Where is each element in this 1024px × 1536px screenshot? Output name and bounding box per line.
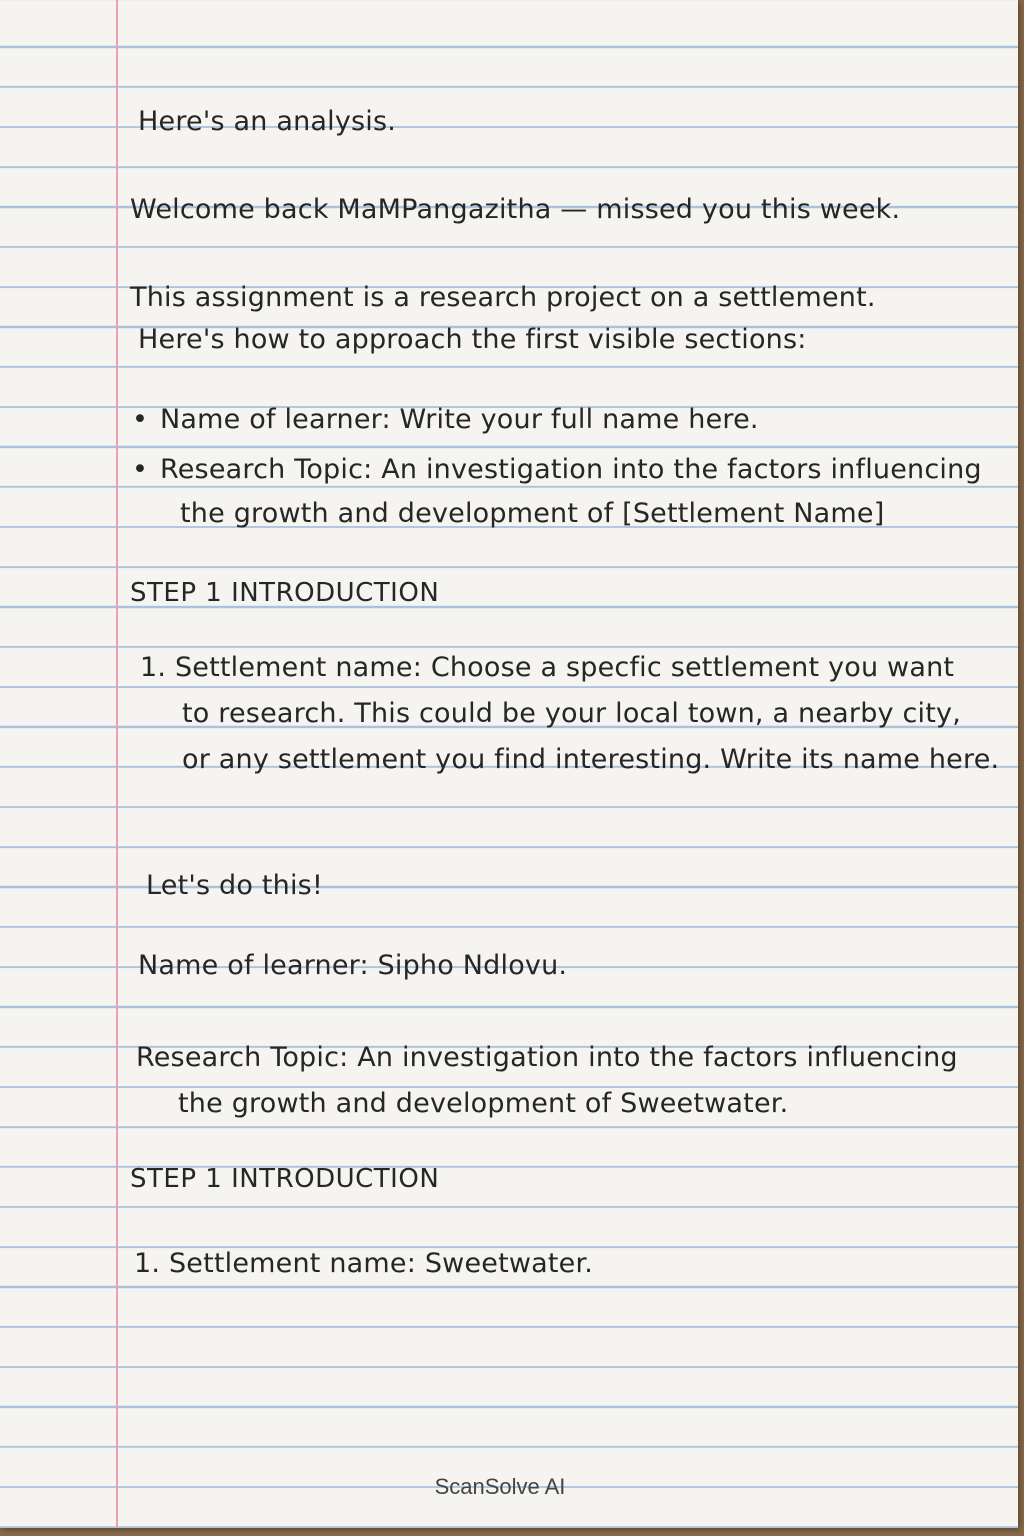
bullet-icon: • xyxy=(132,454,148,485)
answer-topic-line-1: Research Topic: An investigation into the factors influencing xyxy=(136,1042,958,1073)
answer-settlement-name: 1. Settlement name: Sweetwater. xyxy=(134,1248,594,1279)
bullet-research-topic-line-2: the growth and development of [Settlement Name] xyxy=(180,498,885,529)
step1-heading: STEP 1 INTRODUCTION xyxy=(130,578,440,608)
bullet-icon: • xyxy=(132,404,148,435)
assignment-line-2: Here's how to approach the first visible sections: xyxy=(138,324,807,355)
welcome-line: Welcome back MaMPangazitha — missed you this week. xyxy=(130,194,901,225)
answer-learner-name: Name of learner: Sipho Ndlovu. xyxy=(138,950,568,981)
answer-topic-line-2: the growth and development of Sweetwater. xyxy=(178,1088,789,1119)
bullet-research-topic-line-1: Research Topic: An investigation into the factors influencing xyxy=(160,454,982,485)
answer-step1-heading: STEP 1 INTRODUCTION xyxy=(130,1164,440,1194)
step1-item-line-3: or any settlement you find interesting. Write its name here. xyxy=(182,744,1000,775)
intro-line: Here's an analysis. xyxy=(138,106,397,137)
footer-brand: ScanSolve AI xyxy=(434,1474,566,1499)
margin-line xyxy=(116,0,118,1528)
step1-item-line-2: to research. This could be your local town, a nearby city, xyxy=(182,698,961,729)
lets-do-this: Let's do this! xyxy=(146,870,323,901)
bullet-name-of-learner: Name of learner: Write your full name here. xyxy=(160,404,759,435)
assignment-line-1: This assignment is a research project on a settlement. xyxy=(130,282,876,313)
step1-item-line-1: 1. Settlement name: Choose a specfic settlement you want xyxy=(140,652,955,683)
